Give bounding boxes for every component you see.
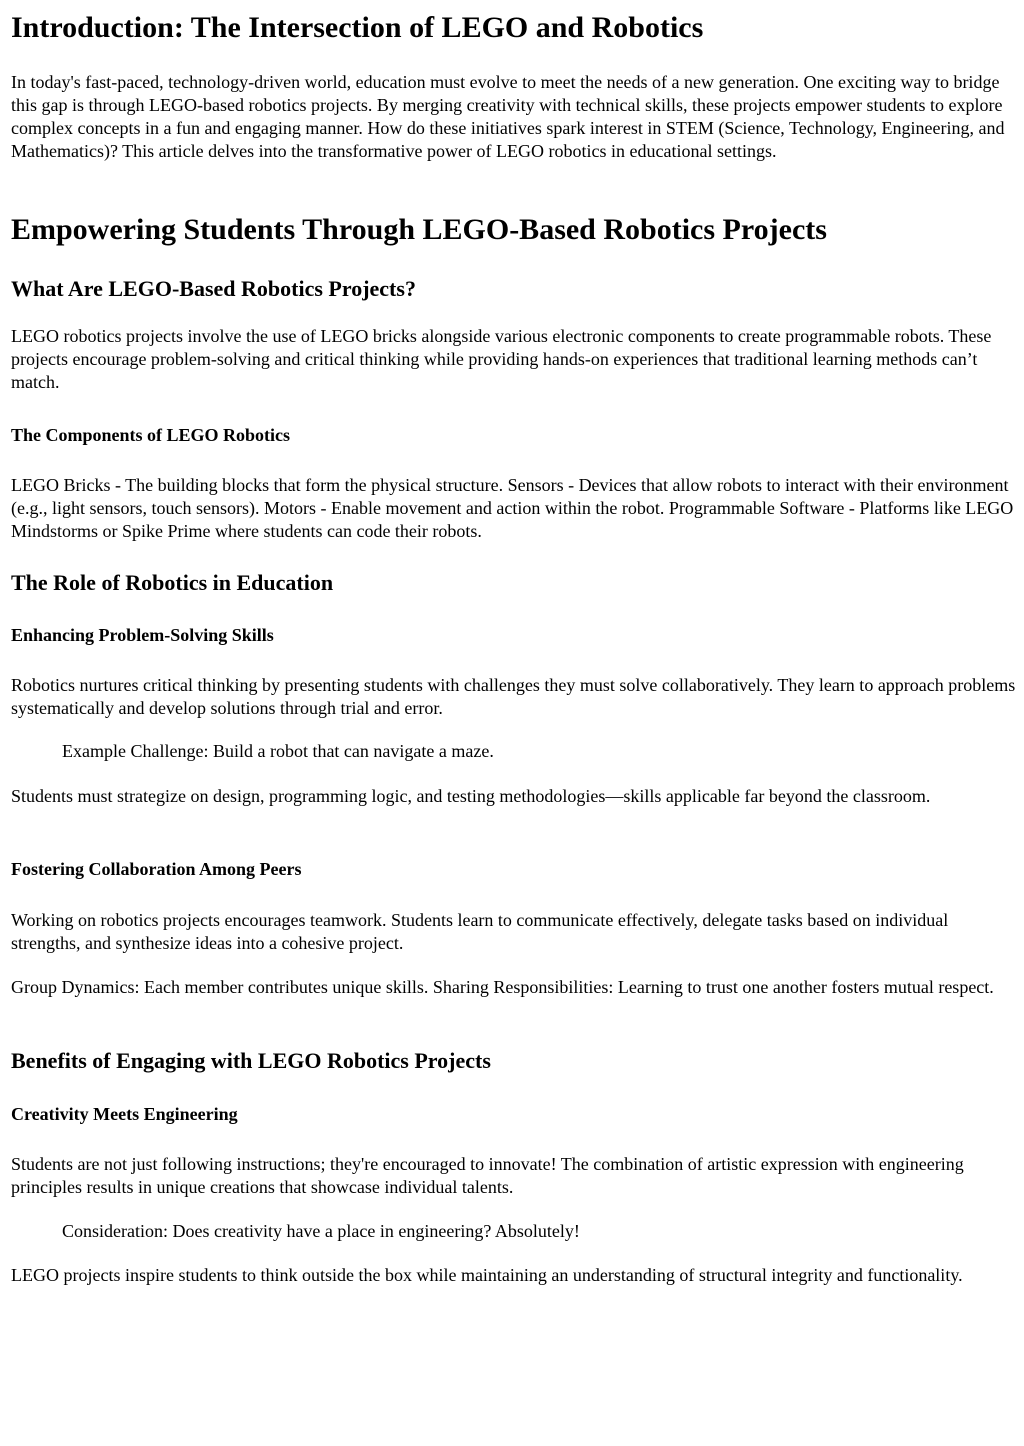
lego-inspire-paragraph: LEGO projects inspire students to think outside the box while maintaining an understanding of structural integrity and functionality. [11,1265,963,1285]
collaboration-paragraph: Working on robotics projects encourages teamwork. Students learn to communicate effectively, delegate tasks based on individual strengths, and synthesize ideas into a cohesive project. [11,910,949,953]
benefits-heading: Benefits of Engaging with LEGO Robotics Projects [11,1048,491,1073]
components-heading: The Components of LEGO Robotics [11,425,291,445]
main-heading: Empowering Students Through LEGO-Based Robotics Projects [11,213,827,246]
role-heading: The Role of Robotics in Education [11,570,334,595]
what-paragraph: LEGO robotics projects involve the use of LEGO bricks alongside various electronic components to create programmable robots. These projects encourage problem-solving and critical thinking while providing hands-on experiences that traditional learning methods can’t match. [11,326,992,392]
intro-heading: Introduction: The Intersection of LEGO and Robotics [11,11,704,44]
creativity-heading: Creativity Meets Engineering [11,1104,238,1124]
what-heading: What Are LEGO-Based Robotics Projects? [11,276,416,301]
problem-solving-paragraph: Robotics nurtures critical thinking by presenting students with challenges they must solve collaboratively. They learn to approach problems systematically and develop solutions through trial and error. [11,675,1016,718]
creativity-paragraph: Students are not just following instructions; they're encouraged to innovate! The combination of artistic expression with engineering principles results in unique creations that showcase individual talents. [11,1154,964,1197]
components-paragraph: LEGO Bricks - The building blocks that form the physical structure. Sensors - Devices that allow robots to interact with their environment (e.g., light sensors, touch sensors). Motors - Enable movement and action within the robot. Programmable Software - Platforms like LEGO Mindstorms or Spike Prime where students can code their robots. [11,475,1014,541]
strategize-paragraph: Students must strategize on design, programming logic, and testing methodologies—skills applicable far beyond the classroom. [11,786,931,806]
intro-paragraph: In today's fast-paced, technology-driven world, education must evolve to meet the needs of a new generation. One exciting way to bridge this gap is through LEGO-based robotics projects. By merging creativity with technical skills, these projects empower students to explore complex concepts in a fun and engaging manner. How do these initiatives spark interest in STEM (Science, Technology, Engineering, and Mathematics)? This article delves into the transformative power of LEGO robotics in educational settings. [11,72,1005,161]
maze-challenge-quote: Example Challenge: Build a robot that can navigate a maze. [62,741,494,761]
group-dynamics-paragraph: Group Dynamics: Each member contributes unique skills. Sharing Responsibilities: Learning to trust one another fosters mutual respect. [11,977,994,997]
collaboration-heading: Fostering Collaboration Among Peers [11,859,302,879]
problem-solving-heading: Enhancing Problem-Solving Skills [11,625,274,645]
consideration-quote: Consideration: Does creativity have a place in engineering? Absolutely! [62,1221,580,1241]
